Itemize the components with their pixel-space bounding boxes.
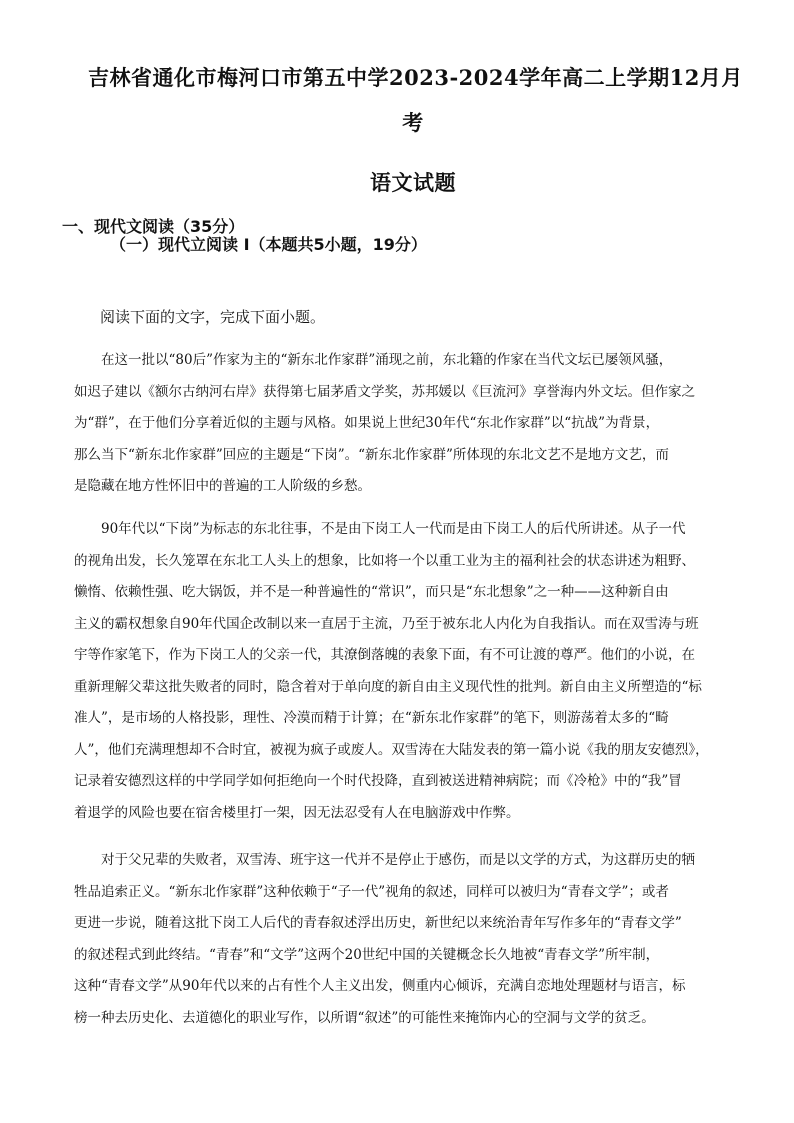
paragraph-line: 如迟子建以《额尔古纳河右岸》获得第七届茅盾文学奖，苏邦媛以《巨流河》享誉海内外文坛。但作家之	[74, 383, 695, 400]
paragraph-line: 90年代以“下岗”为标志的东北往事，不是由下岗工人一代而是由下岗工人的后代所讲述。从子一代	[101, 521, 686, 537]
paragraph-line: 懒惰、依赖性强、吃大锅饭，并不是一种普遍性的“常识”，而只是“东北想象”之一种——这种新自由	[74, 584, 669, 600]
subsection-heading: （一）现代立阅读 I（本题共5小题，19分）	[110, 235, 427, 254]
paragraph-line: 更进一步说，随着这批下岗工人后代的青春叙述浮出历史，新世纪以来统治青年写作多年的“青春文学”	[74, 915, 682, 931]
paragraph-line: 的叙述程式到此终结。“青春”和“文学”这两个20世纪中国的关键概念长久地被“青春文学”所牢制，	[74, 946, 660, 963]
document-subject-title: 语文试题	[370, 170, 456, 195]
paragraph-line: 宇等作家笔下，作为下岗工人的父亲一代，其潦倒落魄的表象下面，有不可让渡的尊严。他们的小说，在	[74, 647, 695, 663]
document-title-line-1: 吉林省通化市梅河口市第五中学2023-2024学年高二上学期12月月	[88, 65, 743, 90]
paragraph-line: 是隐藏在地方性怀旧中的普遍的工人阶级的乡愁。	[74, 478, 371, 494]
paragraph-line: 为“群”，在于他们分享着近似的主题与风格。如果说上世纪30年代“东北作家群”以“抗战”为背景，	[74, 415, 660, 431]
paragraph-line: 着退学的风险也要在宿舍楼里打一架，因无法忍受有人在电脑游戏中作弊。	[74, 804, 520, 821]
paragraph-line: 在这一批以“80后”作家为主的“新东北作家群”涌现之前，东北籍的作家在当代文坛已屡领风骚，	[101, 352, 673, 368]
paragraph-line: 人”，他们充满理想却不合时宜，被视为疯子或废人。双雪涛在大陆发表的第一篇小说《我的朋友安德烈》，	[74, 741, 709, 758]
paragraph-line: 的视角出发，长久笼罩在东北工人头上的想象，比如将一个以重工业为主的福利社会的状态讲述为粗野、	[74, 552, 695, 569]
paragraph-3	[74, 845, 724, 1034]
document-title-line-2: 考	[402, 110, 424, 135]
paragraph-1	[74, 345, 724, 503]
paragraph-line: 准人”，是市场的人格投影，理性、冷漠而精于计算；在“新东北作家群”的笔下，则游荡着太多的“畸	[74, 710, 669, 726]
reading-instruction: 阅读下面的文字，完成下面小题。	[100, 308, 326, 326]
paragraph-2	[74, 514, 724, 829]
paragraph-line: 这种“青春文学”从90年代以来的占有性个人主义出发，侧重内心倾诉，充满自恋地处理题材与语言，标	[74, 978, 686, 994]
paragraph-line: 记录着安德烈这样的中学同学如何拒绝向一个时代投降，直到被送进精神病院；而《冷枪》中的“我”冒	[74, 773, 682, 789]
paragraph-line: 榜一种去历史化、去道德化的职业写作，以所谓“叙述”的可能性来掩饰内心的空洞与文学的贫乏。	[74, 1009, 655, 1026]
section-heading: 一、现代文阅读（35分）	[62, 217, 245, 236]
paragraph-line: 对于父兄辈的失败者，双雪涛、班宇这一代并不是停止于感伤，而是以文学的方式，为这群历史的牺	[101, 852, 695, 868]
paragraph-line: 重新理解父辈这批失败者的同时，隐含着对于单向度的新自由主义现代性的批判。新自由主义所塑造的“标	[74, 678, 702, 695]
paragraph-line: 那么当下“新东北作家群”回应的主题是“下岗”。“新东北作家群”所体现的东北文艺不是地方文艺，而	[74, 446, 669, 463]
paragraph-line: 主义的霸权想象自90年代国企改制以来一直居于主流，乃至于被东北人内化为自我指认。而在双雪涛与班	[74, 615, 699, 632]
paragraph-line: 牲品追索正义。“新东北作家群”这种依赖于“子一代”视角的叙述，同样可以被归为“青春文学”；或者	[74, 883, 669, 900]
